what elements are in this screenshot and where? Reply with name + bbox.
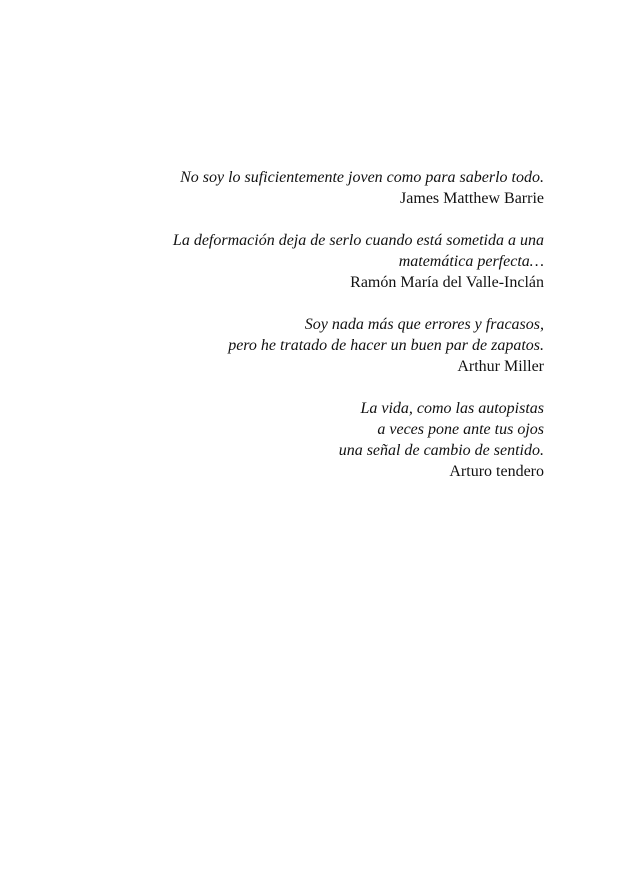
quote-author: James Matthew Barrie — [400, 190, 544, 207]
quote-line: matemática perfecta… — [398, 253, 544, 270]
quote-line: No soy lo suficientemente joven como para saberlo todo. — [180, 169, 544, 186]
quote-line: Soy nada más que errores y fracasos, — [304, 316, 544, 333]
quote-line: a veces pone ante tus ojos — [377, 421, 544, 438]
quote-line: pero he tratado de hacer un buen par de zapatos. — [228, 337, 544, 354]
quote-line: La vida, como las autopistas — [360, 400, 544, 417]
quote-line: una señal de cambio de sentido. — [338, 442, 544, 459]
epigraph-tendero — [100, 398, 544, 482]
epigraph-barrie — [100, 167, 544, 209]
quote-author: Arthur Miller — [457, 358, 544, 375]
quote-author: Arturo tendero — [449, 463, 544, 480]
quote-author: Ramón María del Valle-Inclán — [350, 274, 544, 291]
quote-line: La deformación deja de serlo cuando está sometida a una — [172, 232, 544, 249]
epigraph-list — [100, 167, 544, 503]
epigraph-miller — [100, 314, 544, 377]
epigraph-valle-inclan — [100, 230, 544, 293]
